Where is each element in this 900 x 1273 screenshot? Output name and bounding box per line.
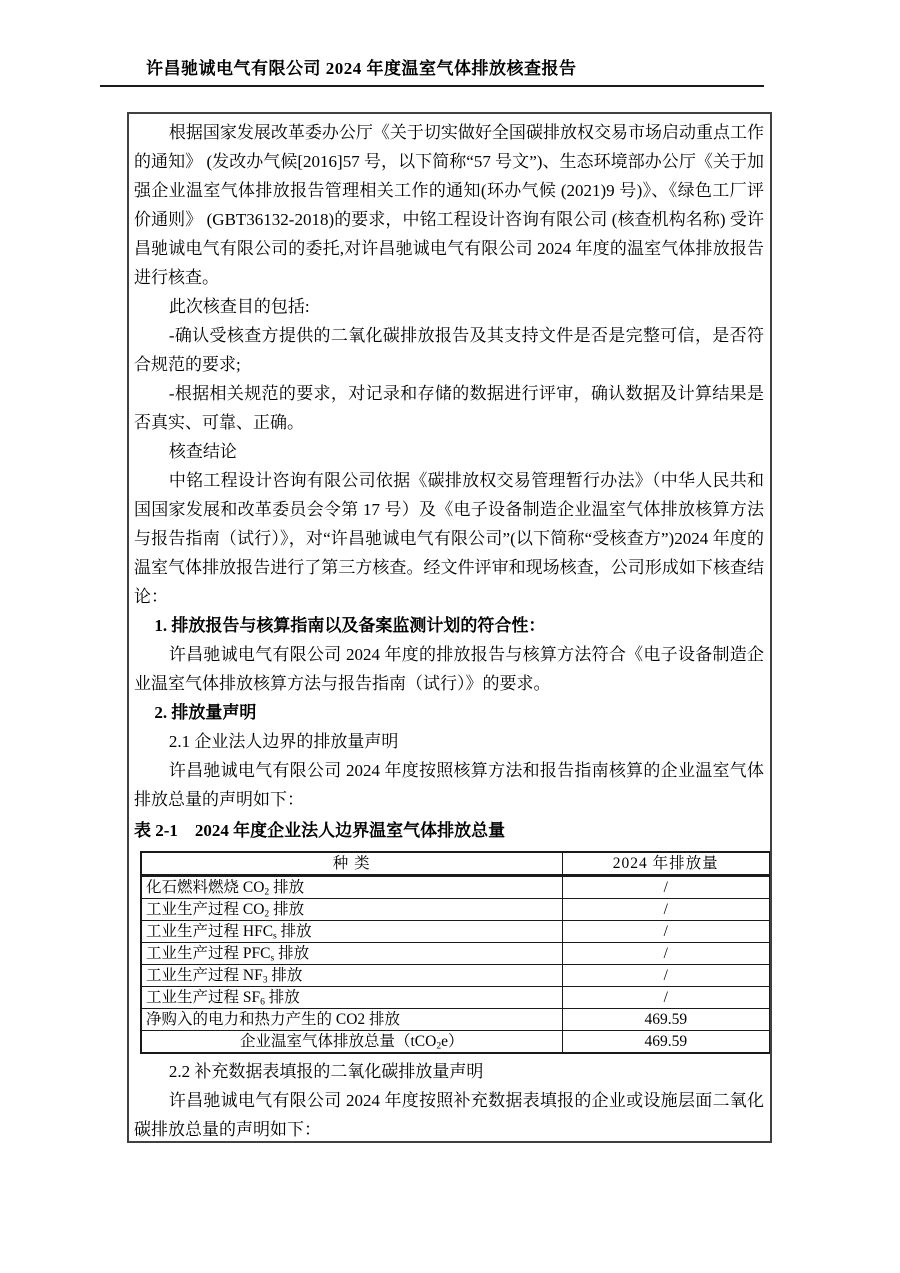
paragraph-purpose-item-2: -根据相关规范的要求，对记录和存储的数据进行评审，确认数据及计算结果是否真实、可靠、正确。 — [134, 384, 764, 432]
paragraph-declaration: 许昌驰诚电气有限公司 2024 年度按照核算方法和报告指南核算的企业温室气体排放总量的声明如下： — [134, 761, 764, 809]
paragraph-conclusion-lead: 核查结论 — [168, 442, 237, 461]
table-caption: 表 2-1 2024 年度企业法人边界温室气体排放总量 — [134, 821, 506, 840]
paragraph-verification: 中铭工程设计咨询有限公司依据《碳排放权交易管理暂行办法》（中华人民共和国国家发展和改革委员会令第 17 号）及《电子设备制造企业温室气体排放核算方法与报告指南（试行）》，对“许昌驰诚电气有限公司”(以下简称“受核查方”)2024 年度的温室气体排放报告进行了第三方核查。经文件评审和现场核查，公司形成如下核查结论： — [134, 471, 764, 606]
chem-subscript: s — [273, 930, 277, 942]
table-row-process-co2 — [141, 899, 770, 921]
table-row-fossil-co2 — [141, 876, 770, 899]
table-row-process-hfcs — [141, 921, 770, 943]
table-row-process-nf3 — [141, 965, 770, 987]
content-box — [127, 112, 772, 1143]
chem-subscript: 2 — [264, 886, 270, 898]
value-cell: / — [562, 965, 770, 987]
chem-subscript: 2 — [264, 908, 270, 920]
subsection-heading-2-2: 2.2 补充数据表填报的二氧化碳排放量声明 — [168, 1062, 484, 1081]
table-header-species: 种 类 — [141, 852, 562, 876]
table-header-row — [141, 852, 770, 876]
section-heading-2: 2. 排放量声明 — [154, 703, 257, 722]
species-cell: 化石燃料燃烧 $CO_2$ 排放 — [141, 876, 562, 899]
species-cell: 工业生产过程 $PFC_s$ 排放 — [141, 943, 562, 965]
species-cell: 工业生产过程 $HFC_s$ 排放 — [141, 921, 562, 943]
chem-subscript: 3 — [262, 974, 268, 986]
paragraph-purpose-item-1: -确认受核查方提供的二氧化碳排放报告及其支持文件是否是完整可信，是否符合规范的要求; — [134, 326, 764, 374]
table-row-net-electricity-heat — [141, 1009, 770, 1031]
value-cell: / — [562, 921, 770, 943]
section-heading-1: 1. 排放报告与核算指南以及备案监测计划的符合性： — [154, 616, 546, 635]
value-cell: / — [562, 899, 770, 921]
chem-subscript: 2 — [436, 1040, 442, 1052]
species-cell: 工业生产过程 $CO_2$ 排放 — [141, 899, 562, 921]
paragraph-intro: 根据国家发展改革委办公厅《关于切实做好全国碳排放权交易市场启动重点工作的通知》 (发改办气候[2016]57 号，以下简称“57 号文”)、生态环境部办公厅《关于加强企业温室气体排放报告管理相关工作的通知(环办气候 (2021)9 号)》、《绿色工厂评价通则》 (GBT36132-2018)的要求，中铭工程设计咨询有限公司 (核查机构名称) 受许昌驰诚电气有限公司的委托,对许昌驰诚电气有限公司 2024 年度的温室气体排放报告进行核查。 — [134, 123, 764, 287]
chem-subscript: 6 — [260, 996, 265, 1008]
table-row-process-sf6 — [141, 987, 770, 1009]
table-header-amount: 2024 年排放量 — [562, 852, 770, 876]
paragraph-supplementary: 许昌驰诚电气有限公司 2024 年度按照补充数据表填报的企业或设施层面二氧化碳排放总量的声明如下： — [134, 1091, 764, 1139]
total-label-cell: 企业温室气体排放总量（tCO$_2$e） — [141, 1031, 562, 1054]
value-cell: / — [562, 876, 770, 899]
emissions-table — [140, 851, 771, 1054]
species-cell: 工业生产过程 $NF_3$ 排放 — [141, 965, 562, 987]
value-cell: / — [562, 987, 770, 1009]
subsection-heading-2-1: 2.1 企业法人边界的排放量声明 — [168, 732, 399, 751]
paragraph-compliance: 许昌驰诚电气有限公司 2024 年度的排放报告与核算方法符合《电子设备制造企业温室气体排放核算方法与报告指南（试行）》的要求。 — [134, 645, 764, 693]
paragraph-purpose-lead: 此次核查目的包括: — [168, 297, 310, 316]
species-cell: 净购入的电力和热力产生的 CO2 排放 — [141, 1009, 562, 1031]
table-row-process-pfcs — [141, 943, 770, 965]
chem-subscript: s — [270, 952, 275, 964]
report-title: 许昌驰诚电气有限公司 2024 年度温室气体排放核查报告 — [146, 59, 577, 78]
page-header — [100, 57, 764, 87]
total-value-cell: 469.59 — [562, 1031, 770, 1054]
table-row-total — [141, 1031, 770, 1054]
species-cell: 工业生产过程 $SF_6$ 排放 — [141, 987, 562, 1009]
value-cell: 469.59 — [562, 1009, 770, 1031]
value-cell: / — [562, 943, 770, 965]
